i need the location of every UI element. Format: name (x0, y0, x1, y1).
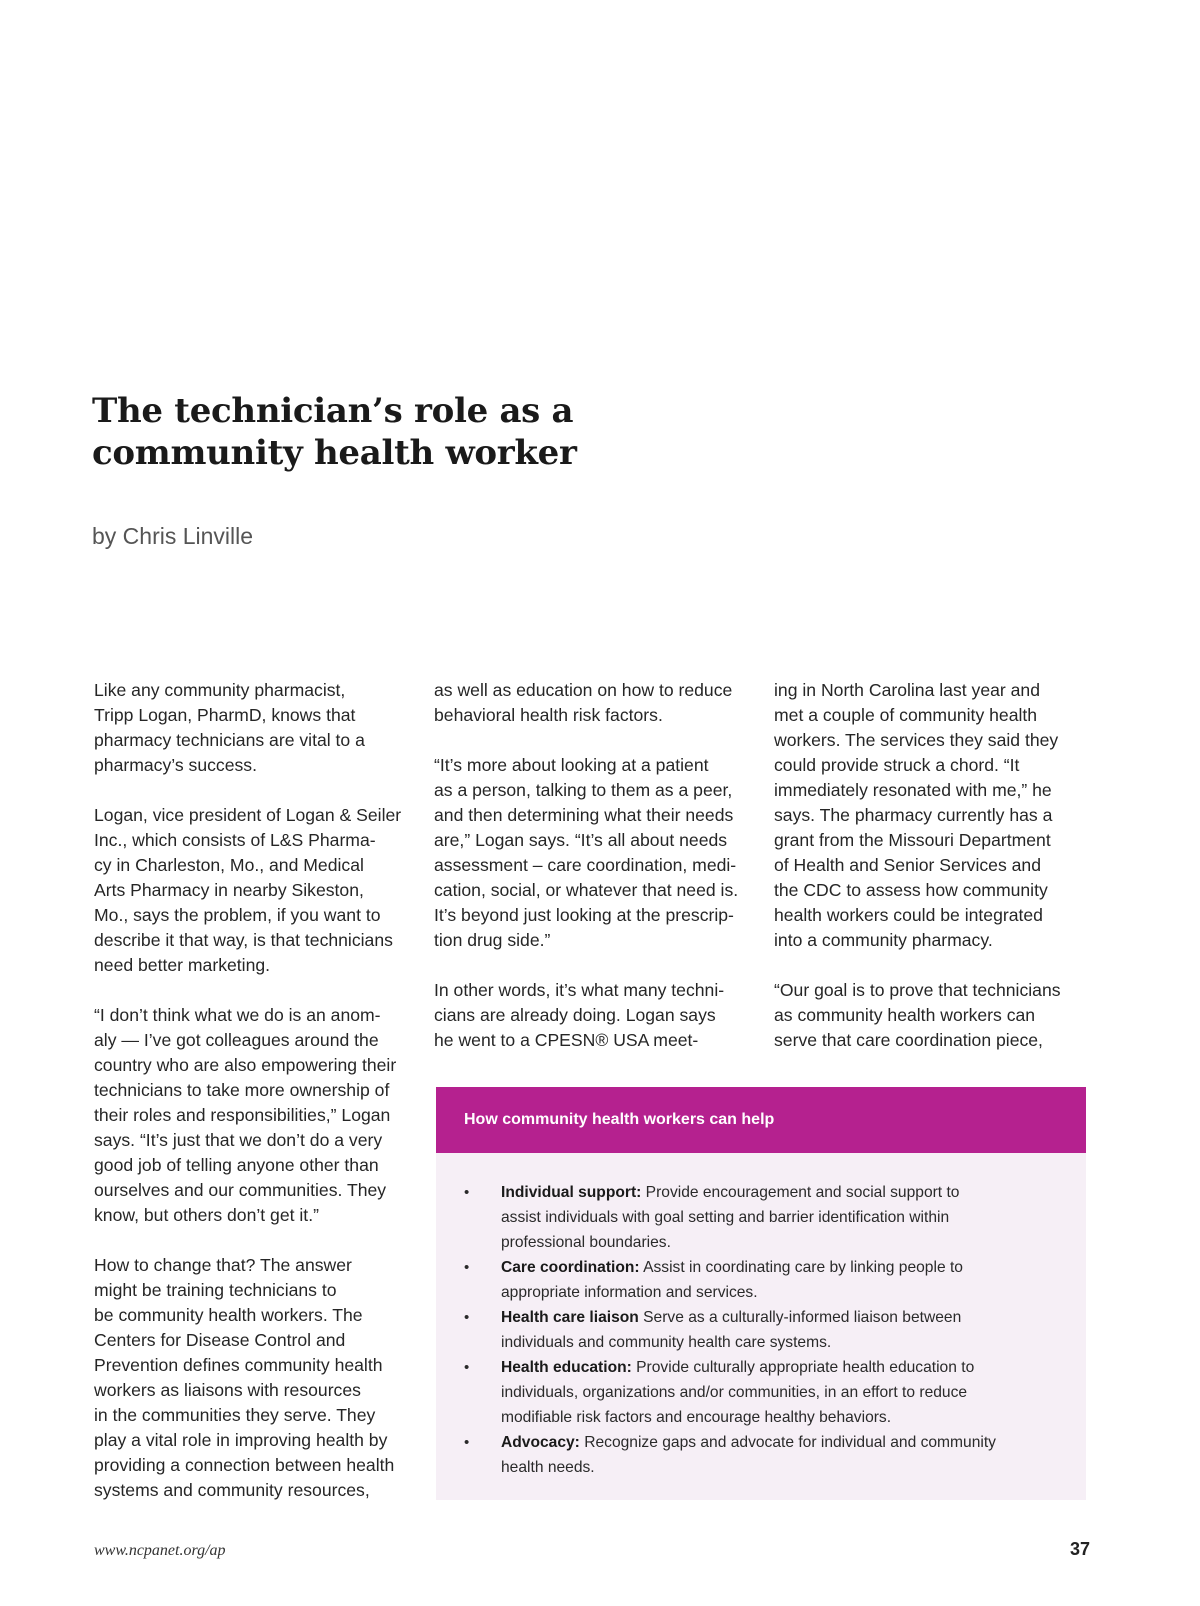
text-line: assessment – care coordination, medi- (434, 855, 737, 875)
text-line: ourselves and our communities. They (94, 1180, 387, 1200)
paragraph (94, 1253, 414, 1503)
text-line: workers. The services they said they (774, 730, 1059, 750)
text-line: know, but others don’t get it.” (94, 1205, 319, 1225)
list-item (436, 1355, 1086, 1430)
title-line-1: The technician’s role as a (92, 391, 574, 431)
paragraph (434, 678, 754, 728)
text-line: Like any community pharmacist, (94, 680, 346, 700)
text-line: be community health workers. The (94, 1305, 363, 1325)
text-line: Tripp Logan, PharmD, knows that (94, 705, 356, 725)
text-line: cation, social, or whatever that need is. (434, 880, 739, 900)
text-line: assist individuals with goal setting and barrier identification within (501, 1209, 950, 1226)
text-line: into a community pharmacy. (774, 930, 993, 950)
column-2 (434, 678, 754, 1078)
footer-url[interactable]: www.ncpanet.org/ap (94, 1542, 226, 1559)
item-lead: Care coordination: (501, 1259, 640, 1276)
item-text: Provide encouragement and social support to (641, 1184, 960, 1201)
text-line: could provide struck a chord. “It (774, 755, 1020, 775)
item-text: Serve as a culturally-informed liaison between (638, 1309, 962, 1326)
column-1 (94, 678, 414, 1528)
text-line: It’s beyond just looking at the prescrip- (434, 905, 734, 925)
text-line: How to change that? The answer (94, 1255, 352, 1275)
bullet-icon: • (464, 1359, 470, 1376)
text-line: serve that care coordination piece, (774, 1030, 1043, 1050)
text-line: “Our goal is to prove that technicians (774, 980, 1061, 1000)
item-lead: Advocacy: (501, 1434, 580, 1451)
list-item (436, 1305, 1086, 1355)
text-line (501, 1255, 1086, 1280)
text-line: country who are also empowering their (94, 1055, 397, 1075)
paragraph (434, 978, 754, 1053)
text-line: individuals and community health care systems. (501, 1334, 832, 1351)
text-line: says. The pharmacy currently has a (774, 805, 1053, 825)
text-line: health workers could be integrated (774, 905, 1043, 925)
text-line: need better marketing. (94, 955, 271, 975)
text-line: technicians to take more ownership of (94, 1080, 390, 1100)
paragraph (774, 678, 1094, 953)
text-line: tion drug side.” (434, 930, 551, 950)
text-line: are,” Logan says. “It’s all about needs (434, 830, 728, 850)
page-number: 37 (1069, 1539, 1090, 1559)
text-line (501, 1305, 1086, 1330)
text-line: ing in North Carolina last year and (774, 680, 1041, 700)
article-title (92, 390, 652, 474)
sidebar-header: How community health workers can help (436, 1087, 1086, 1153)
text-line: individuals, organizations and/or communities, in an effort to reduce (501, 1384, 968, 1401)
text-line: health needs. (501, 1459, 595, 1476)
text-line: grant from the Missouri Department (774, 830, 1051, 850)
text-line: pharmacy’s success. (94, 755, 257, 775)
list-item (436, 1430, 1086, 1480)
text-line: as well as education on how to reduce (434, 680, 733, 700)
text-line: and then determining what their needs (434, 805, 734, 825)
text-line: “I don’t think what we do is an anom- (94, 1005, 381, 1025)
title-line-2: community health worker (92, 433, 577, 473)
paragraph (94, 678, 414, 778)
list-item (436, 1180, 1086, 1255)
text-line: workers as liaisons with resources (94, 1380, 361, 1400)
text-line: might be training technicians to (94, 1280, 337, 1300)
text-line: of Health and Senior Services and (774, 855, 1041, 875)
text-line: pharmacy technicians are vital to a (94, 730, 365, 750)
text-line: the CDC to assess how community (774, 880, 1048, 900)
bullet-icon: • (464, 1184, 470, 1201)
text-line: play a vital role in improving health by (94, 1430, 388, 1450)
text-line: “It’s more about looking at a patient (434, 755, 709, 775)
text-line: modifiable risk factors and encourage healthy behaviors. (501, 1409, 892, 1426)
text-line: Inc., which consists of L&S Pharma- (94, 830, 376, 850)
text-line: he went to a CPESN® USA meet- (434, 1030, 699, 1050)
text-line (501, 1430, 1086, 1455)
text-line: good job of telling anyone other than (94, 1155, 379, 1175)
item-text: Assist in coordinating care by linking people to (639, 1259, 963, 1276)
text-line (501, 1355, 1086, 1380)
paragraph (774, 978, 1094, 1053)
sidebar-list (436, 1180, 1086, 1480)
text-line: In other words, it’s what many techni- (434, 980, 725, 1000)
text-line: says. “It’s just that we don’t do a very (94, 1130, 383, 1150)
text-line: providing a connection between health (94, 1455, 395, 1475)
text-line: behavioral health risk factors. (434, 705, 663, 725)
paragraph (434, 753, 754, 953)
bullet-icon: • (464, 1259, 470, 1276)
text-line: systems and community resources, (94, 1480, 370, 1500)
item-text: Provide culturally appropriate health education to (631, 1359, 975, 1376)
sidebar-box (436, 1087, 1086, 1500)
column-3 (774, 678, 1094, 1078)
bullet-icon: • (464, 1434, 470, 1451)
text-line: immediately resonated with me,” he (774, 780, 1052, 800)
byline: by Chris Linville (92, 523, 254, 549)
paragraph (94, 1003, 414, 1228)
text-line: met a couple of community health (774, 705, 1038, 725)
text-line: as community health workers can (774, 1005, 1036, 1025)
item-lead: Individual support: (501, 1184, 642, 1201)
text-line: as a person, talking to them as a peer, (434, 780, 733, 800)
text-line: their roles and responsibilities,” Logan (94, 1105, 391, 1125)
item-lead: Health education: (501, 1359, 632, 1376)
list-item (436, 1255, 1086, 1305)
text-line (501, 1180, 1086, 1205)
text-line: aly — I’ve got colleagues around the (94, 1030, 379, 1050)
text-line: cians are already doing. Logan says (434, 1005, 716, 1025)
paragraph (94, 803, 414, 978)
item-text: Recognize gaps and advocate for individual and community (579, 1434, 996, 1451)
text-line: Centers for Disease Control and (94, 1330, 346, 1350)
bullet-icon: • (464, 1309, 470, 1326)
text-line: describe it that way, is that technicians (94, 930, 393, 950)
text-line: appropriate information and services. (501, 1284, 758, 1301)
text-line: in the communities they serve. They (94, 1405, 376, 1425)
text-line: cy in Charleston, Mo., and Medical (94, 855, 364, 875)
text-line: Mo., says the problem, if you want to (94, 905, 381, 925)
text-line: Arts Pharmacy in nearby Sikeston, (94, 880, 364, 900)
text-line: Logan, vice president of Logan & Seiler (94, 805, 402, 825)
text-line: Prevention defines community health (94, 1355, 383, 1375)
item-lead: Health care liaison (501, 1309, 639, 1326)
text-line: professional boundaries. (501, 1234, 671, 1251)
